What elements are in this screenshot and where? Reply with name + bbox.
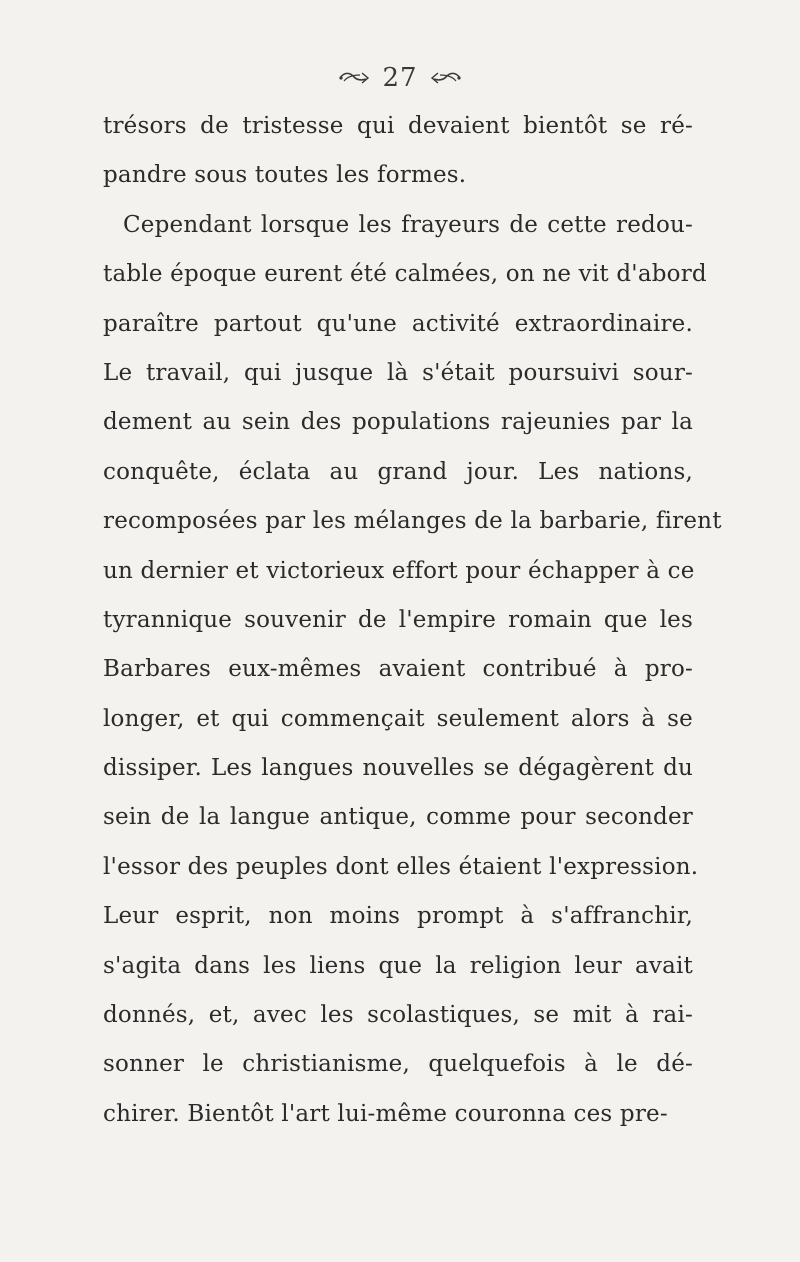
text-line: s'agita dans les liens que la religion leur avait [103,952,693,979]
text-line: donnés, et, avec les scolastiques, se mit à rai- [103,1002,693,1029]
text-line: Cependant lorsque les frayeurs de cette redou- [123,211,693,238]
text-line: Le travail, qui jusque là s'était poursuivi sour- [103,359,693,386]
text-line: paraître partout qu'une activité extraordinaire. [103,310,693,337]
text-line: conquête, éclata au grand jour. Les nations, [103,458,693,485]
text-line: trésors de tristesse qui devaient bientôt se ré- [103,113,693,139]
text-line: pandre sous toutes les formes. [103,162,467,189]
text-line: l'essor des peuples dont elles étaient l'expression. [103,853,699,880]
text-line: sein de la langue antique, comme pour seconder [103,804,693,831]
text-line: dissiper. Les langues nouvelles se dégagèrent du [103,755,693,782]
text-line: chirer. Bientôt l'art lui-même couronna ces pre- [103,1100,668,1127]
text-line: recomposées par les mélanges de la barbarie, firent [103,508,722,535]
text-line: dement au sein des populations rajeunies par la [103,409,693,436]
text-line: Leur esprit, non moins prompt à s'affranchir, [103,903,693,930]
text-line: longer, et qui commençait seulement alors à se [103,705,693,732]
text-line: sonner le christianisme, quelquefois à le dé- [103,1051,693,1078]
body-text [103,102,722,1139]
left-ornament-icon [338,69,372,87]
text-line: tyrannique souvenir de l'empire romain que les [103,606,693,633]
text-line: Barbares eux-mêmes avaient contribué à pro- [103,656,693,683]
page-header [0,60,800,96]
text-line: un dernier et victorieux effort pour échapper à ce [103,557,695,584]
text-line: table époque eurent été calmées, on ne vit d'abord [103,261,707,288]
page-number: 27 [382,63,418,93]
right-ornament-icon [428,69,462,87]
